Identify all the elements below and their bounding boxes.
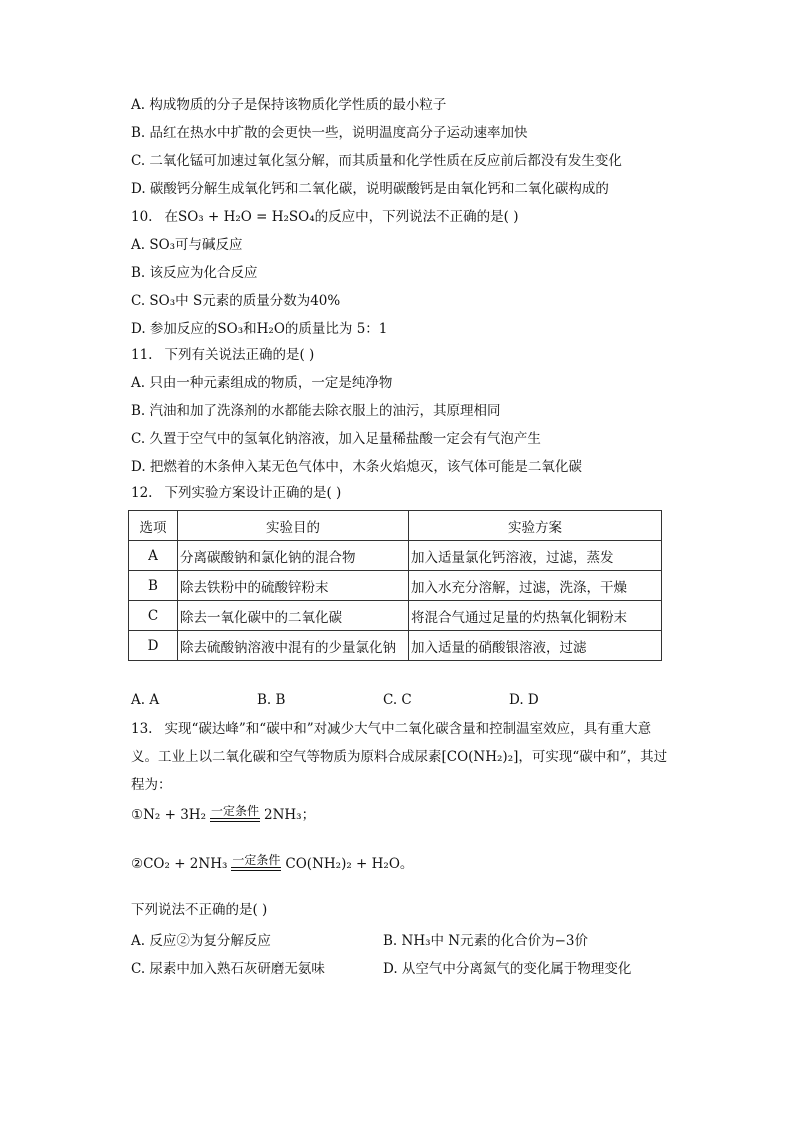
q11-stem-text: 下列有关说法正确的是( ) bbox=[164, 347, 315, 363]
q10-option-b: B. 该反应为化合反应 bbox=[131, 265, 258, 281]
table-header-row bbox=[129, 511, 662, 541]
table-cell: 除去铁粉中的硫酸锌粉末 bbox=[178, 571, 409, 601]
eq1-reactants: ①N₂ + 3H₂ bbox=[131, 807, 206, 823]
eq2-products: CO(NH₂)₂ + H₂O。 bbox=[285, 856, 414, 872]
eq2-equals-sign bbox=[231, 867, 281, 871]
q13-equation-1 bbox=[131, 806, 315, 824]
q13-option-c: C. 尿素中加入熟石灰研磨无氨味 bbox=[131, 961, 325, 977]
experiment-table bbox=[128, 510, 662, 661]
q10-option-a: A. SO₃可与碱反应 bbox=[131, 237, 243, 253]
q12-choice-b: B. B bbox=[257, 692, 286, 708]
q9-option-a: A. 构成物质的分子是保持该物质化学性质的最小粒子 bbox=[131, 97, 447, 113]
table-cell: 分离碳酸钠和氯化钠的混合物 bbox=[178, 541, 409, 571]
q13-number: 13. bbox=[131, 721, 153, 737]
eq2-condition-text: 一定条件 bbox=[232, 853, 281, 867]
table-row bbox=[129, 601, 662, 631]
table-row bbox=[129, 631, 662, 661]
eq2-condition bbox=[231, 854, 281, 871]
table-cell: C bbox=[129, 601, 178, 631]
table-cell: A bbox=[129, 541, 178, 571]
q10-option-d: D. 参加反应的SO₃和H₂O的质量比为 5：1 bbox=[131, 321, 388, 337]
q13-option-d: D. 从空气中分离氮气的变化属于物理变化 bbox=[383, 961, 632, 977]
table-header-purpose: 实验目的 bbox=[178, 511, 409, 541]
q13-equation-2 bbox=[131, 855, 413, 873]
q10-option-c: C. SO₃中 S元素的质量分数为40% bbox=[131, 293, 341, 309]
q13-stem bbox=[131, 720, 651, 738]
q12-choice-c: C. C bbox=[383, 692, 412, 708]
q13-question: 下列说法不正确的是( ) bbox=[131, 902, 268, 918]
q11-number: 11. bbox=[131, 347, 153, 363]
q13-stem-line3: 程为： bbox=[131, 777, 172, 793]
table-header-plan: 实验方案 bbox=[409, 511, 662, 541]
q9-option-b: B. 品红在热水中扩散的会更快一些，说明温度高分子运动速率加快 bbox=[131, 125, 528, 141]
table-cell: 加入适量氯化钙溶液，过滤，蒸发 bbox=[409, 541, 662, 571]
q11-option-d: D. 把燃着的木条伸入某无色气体中，木条火焰熄灭，该气体可能是二氧化碳 bbox=[131, 459, 582, 475]
q11-option-b: B. 汽油和加了洗涤剂的水都能去除衣服上的油污，其原理相同 bbox=[131, 403, 501, 419]
eq1-products: 2NH₃； bbox=[264, 807, 316, 823]
eq1-condition bbox=[210, 805, 260, 822]
q10-stem bbox=[131, 208, 519, 226]
q9-option-d: D. 碳酸钙分解生成氧化钙和二氧化碳，说明碳酸钙是由氧化钙和二氧化碳构成的 bbox=[131, 181, 609, 197]
q12-choice-d: D. D bbox=[509, 692, 539, 708]
q12-number: 12. bbox=[131, 485, 153, 501]
q13-option-b: B. NH₃中 N元素的化合价为−3价 bbox=[383, 933, 589, 949]
q11-stem bbox=[131, 346, 314, 364]
table-cell: 除去硫酸钠溶液中混有的少量氯化钠 bbox=[178, 631, 409, 661]
q11-option-a: A. 只由一种元素组成的物质，一定是纯净物 bbox=[131, 375, 393, 391]
table-row bbox=[129, 541, 662, 571]
q9-option-c: C. 二氧化锰可加速过氧化氢分解，而其质量和化学性质在反应前后都没有发生变化 bbox=[131, 153, 622, 169]
q13-stem-line2: 义。工业上以二氧化碳和空气等物质为原料合成尿素[CO(NH₂)₂]，可实现“碳中和”，其过 bbox=[131, 749, 668, 765]
table-cell: 加入适量的硝酸银溶液，过滤 bbox=[409, 631, 662, 661]
q10-stem-text: 在SO₃ + H₂O = H₂SO₄的反应中，下列说法不正确的是( ) bbox=[164, 209, 519, 225]
table-cell: 除去一氧化碳中的二氧化碳 bbox=[178, 601, 409, 631]
q10-number: 10. bbox=[131, 209, 153, 225]
q12-choice-a: A. A bbox=[131, 692, 160, 708]
table-header-option: 选项 bbox=[129, 511, 178, 541]
table-cell: 加入水充分溶解，过滤，洗涤，干燥 bbox=[409, 571, 662, 601]
q12-stem bbox=[131, 484, 341, 502]
q11-option-c: C. 久置于空气中的氢氧化钠溶液，加入足量稀盐酸一定会有气泡产生 bbox=[131, 431, 541, 447]
table-row bbox=[129, 571, 662, 601]
table-cell: B bbox=[129, 571, 178, 601]
table-cell: 将混合气通过足量的灼热氧化铜粉末 bbox=[409, 601, 662, 631]
q13-stem-line1: 实现“碳达峰”和“碳中和”对减少大气中二氧化碳含量和控制温室效应，具有重大意 bbox=[164, 721, 652, 737]
eq1-condition-text: 一定条件 bbox=[210, 804, 259, 818]
q12-stem-text: 下列实验方案设计正确的是( ) bbox=[164, 485, 342, 501]
q13-option-a: A. 反应②为复分解反应 bbox=[131, 933, 271, 949]
table-cell: D bbox=[129, 631, 178, 661]
eq1-equals-sign bbox=[210, 818, 260, 822]
eq2-reactants: ②CO₂ + 2NH₃ bbox=[131, 856, 228, 872]
